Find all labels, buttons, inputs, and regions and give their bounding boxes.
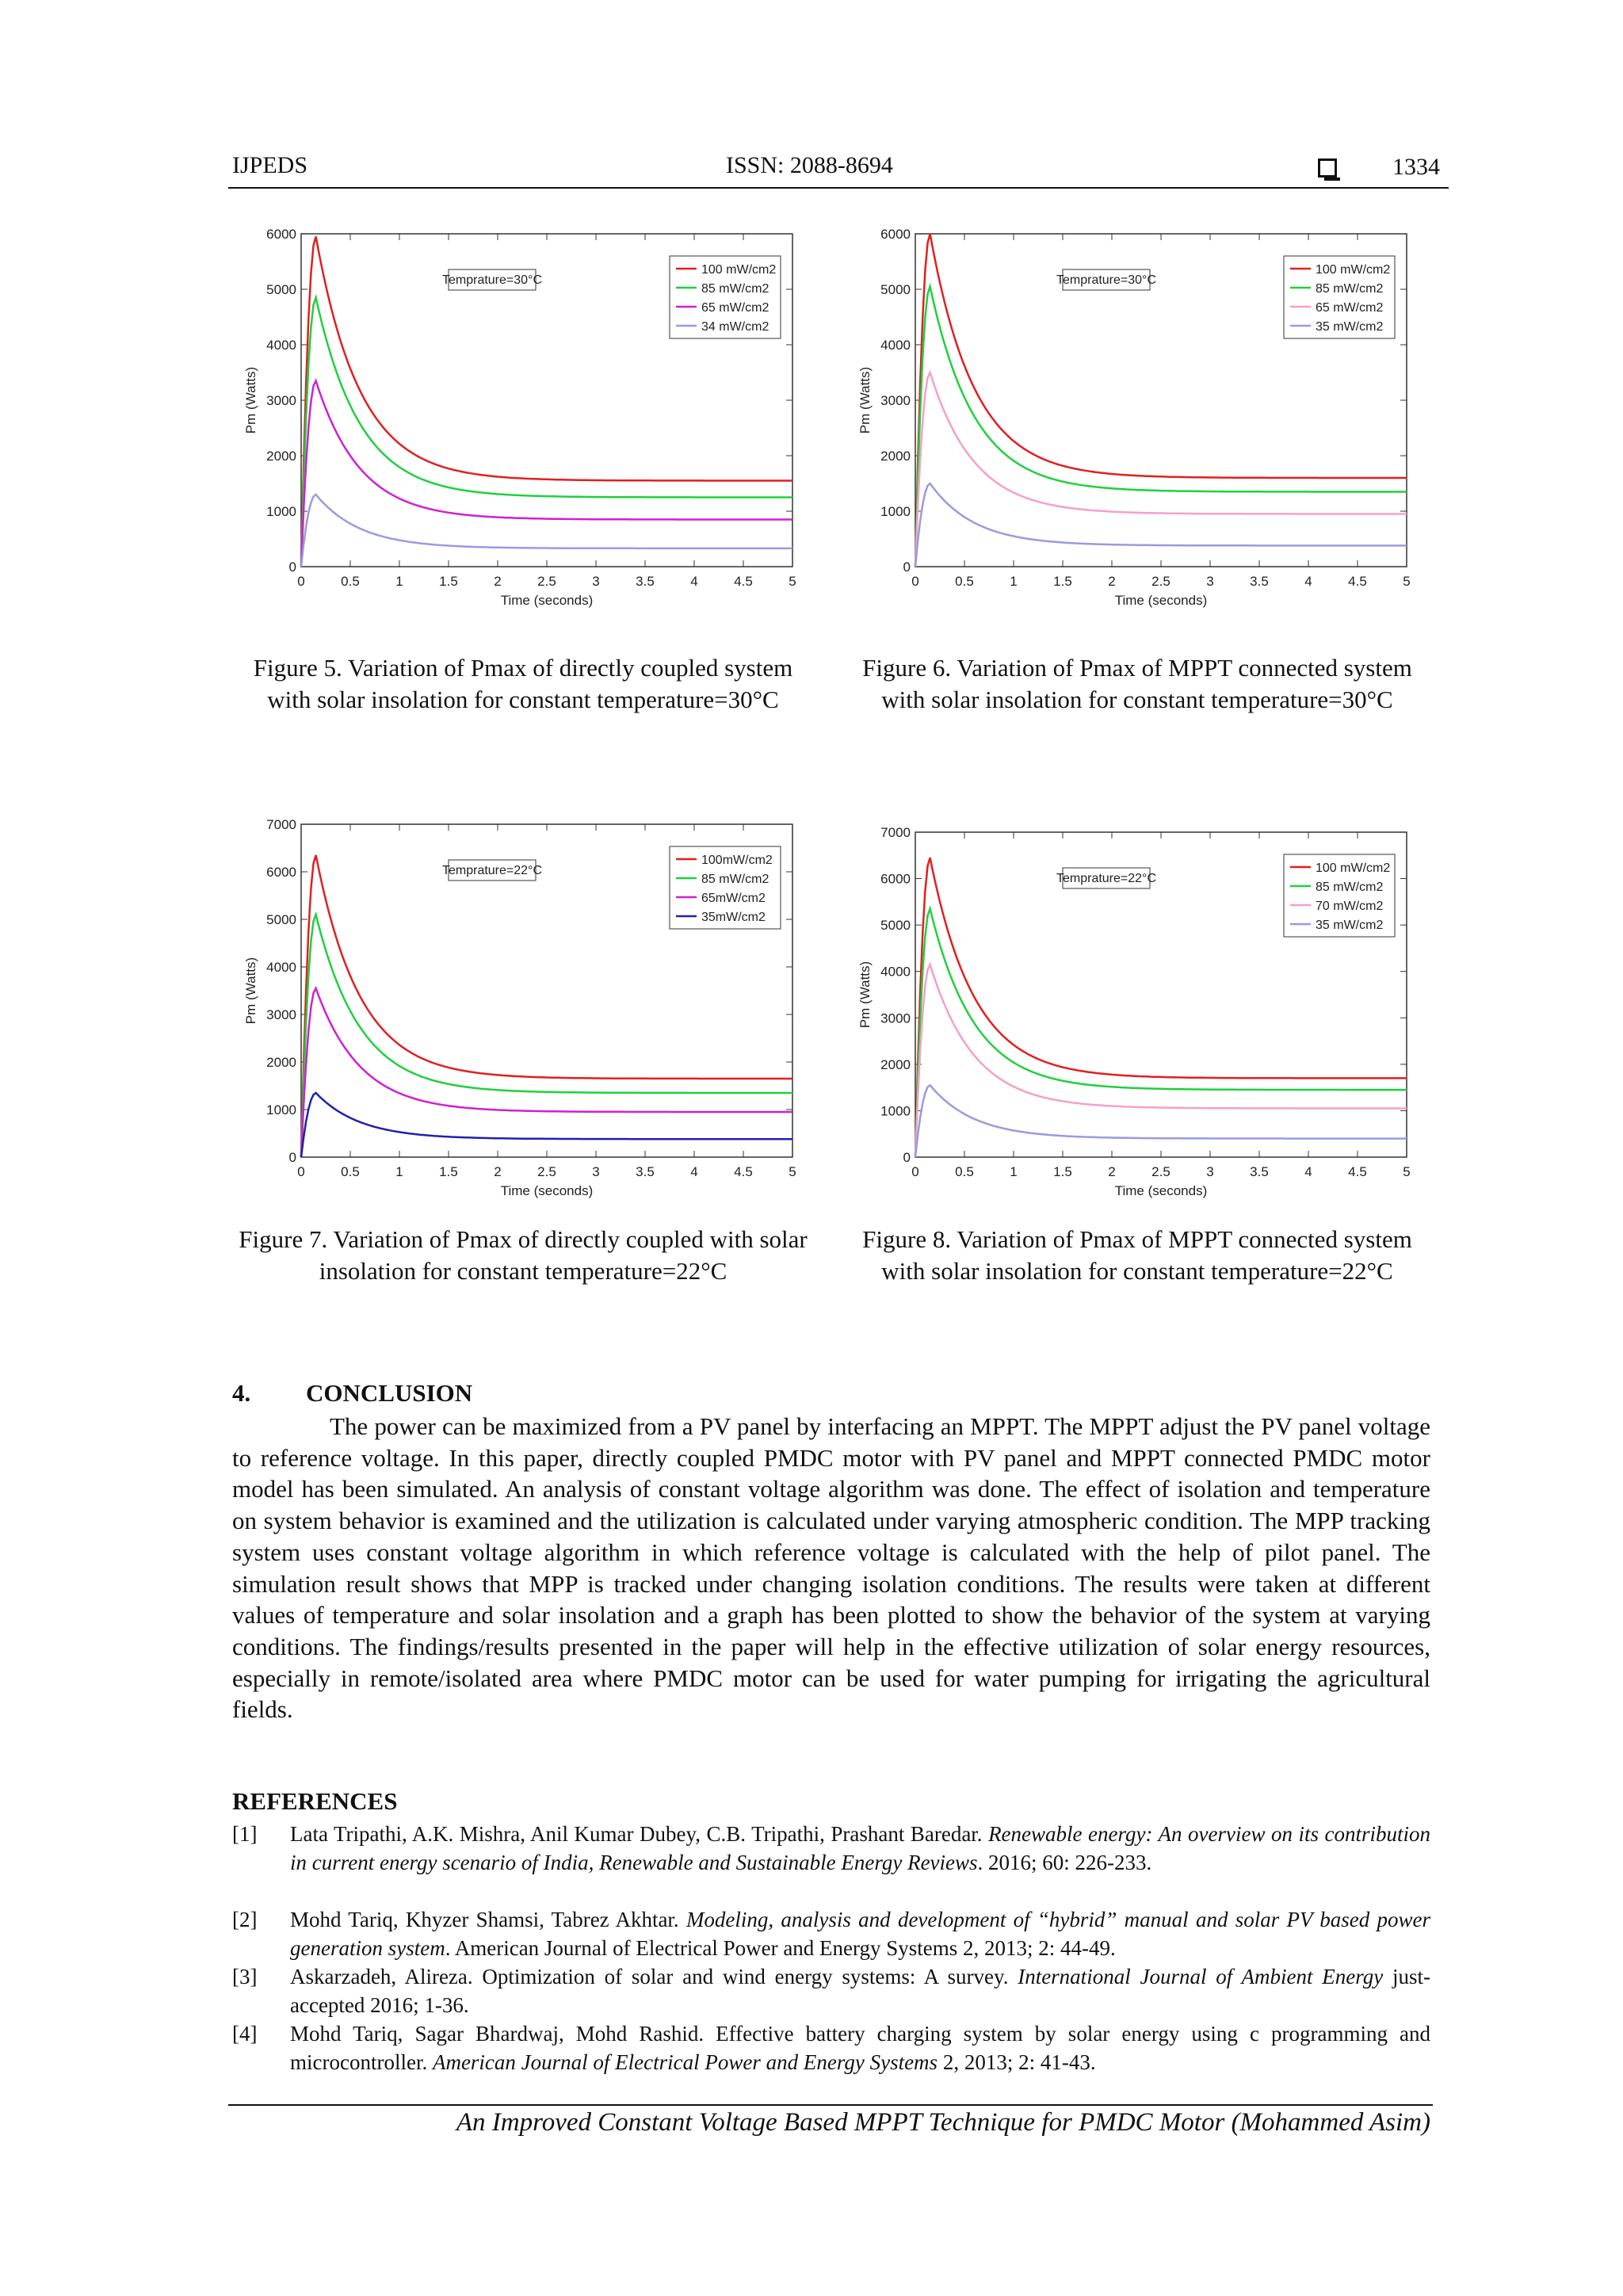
x-axis-label: Time (seconds) [500,1183,594,1198]
reference-details: . American Journal of Electrical Power and Energy Systems 2, 2013; 2: 44-49. [445,1936,1116,1960]
legend-label: 100mW/cm2 [701,854,773,867]
x-tick-label: 5 [789,574,796,589]
legend-label: 65mW/cm2 [701,892,766,905]
annotation-text: Temprature=30°C [1056,273,1157,287]
x-tick-label: 4.5 [1348,1164,1367,1179]
y-tick-label: 2000 [880,1056,911,1072]
x-tick-label: 0.5 [955,1164,974,1179]
x-tick-label: 4 [690,1164,698,1179]
reference-title: Modeling, analysis and development of “hybrid” manual and solar PV based power generation system [290,1908,1430,1960]
figure-6 [852,226,1423,622]
figure-7-chart [238,816,808,1213]
page-number: 1334 [1392,154,1440,180]
legend-label: 35 mW/cm2 [1316,919,1384,932]
annotation-text: Temprature=30°C [441,273,543,287]
x-tick-label: 2.5 [1151,574,1170,589]
journal-name: IJPEDS [232,152,308,178]
x-tick-label: 3 [1206,574,1214,589]
x-tick-label: 2.5 [537,1164,556,1179]
x-tick-label: 1 [395,574,403,589]
reference-number: [4] [232,2022,258,2046]
reference-item [232,1962,1430,2019]
legend-label: 85 mW/cm2 [1316,282,1384,296]
reference-number: [1] [232,1822,258,1846]
x-tick-label: 2.5 [537,574,556,589]
annotation-text: Temprature=22°C [1056,872,1157,885]
x-tick-label: 3.5 [636,574,655,589]
x-tick-label: 3.5 [1250,574,1269,589]
x-tick-label: 4.5 [734,574,753,589]
y-tick-label: 4000 [266,960,296,975]
conclusion-paragraph: The power can be maximized from a PV panel by interfacing an MPPT. The MPPT adjust the PV panel voltage to reference voltage. In this paper, directly coupled PMDC motor with PV panel and MPPT connected PMDC motor model has been simulated. An analysis of constant voltage algorithm was done. The effect of isolation and temperature on system behavior is examined and the utilization is calculated under varying atmospheric condition. The MPP tracking system uses constant voltage algorithm in which reference voltage is calculated with the help of pilot panel. The simulation result shows that MPP is tracked under changing isolation conditions. The results were taken at different values of temperature and solar insolation and a graph has been plotted to show the behavior of the system at varying conditions. The findings/results presented in the paper will help in the effective utilization of solar energy resources, especially in remote/isolated area where PMDC motor can be used for water pumping for irrigating the agricultural fields. [232,1412,1430,1724]
x-tick-label: 2 [1108,574,1116,589]
legend-label: 35 mW/cm2 [1316,320,1384,334]
y-tick-label: 0 [903,1150,911,1165]
y-tick-label: 1000 [266,1102,296,1117]
y-tick-label: 7000 [266,817,296,832]
y-tick-label: 1000 [880,1103,911,1119]
x-tick-label: 1.5 [1053,1164,1072,1179]
y-tick-label: 3000 [266,393,296,408]
reference-number: [3] [232,1965,258,1988]
legend-label: 65 mW/cm2 [1316,301,1384,315]
y-tick-label: 0 [288,560,296,575]
y-tick-label: 3000 [880,393,911,408]
x-tick-label: 0.5 [341,574,360,589]
legend-label: 85 mW/cm2 [1316,881,1384,894]
x-tick-label: 5 [1403,1164,1411,1179]
reference-authors: Askarzadeh, Alireza. Optimization of solar and wind energy systems: A survey. [290,1965,1018,1988]
figure-8 [852,824,1423,1213]
y-axis-label: Pm (Watts) [243,957,258,1025]
x-axis-label: Time (seconds) [1114,593,1208,608]
legend-label: 85 mW/cm2 [701,873,769,886]
legend-label: 35mW/cm2 [701,911,766,924]
legend-label: 65 mW/cm2 [701,301,769,315]
legend-label: 100 mW/cm2 [701,263,777,277]
legend-label: 100 mW/cm2 [1316,263,1391,277]
figure-6-chart [852,226,1423,622]
reference-authors: Lata Tripathi, A.K. Mishra, Anil Kumar Dubey, C.B. Tripathi, Prashant Baredar. [290,1822,989,1846]
figure-8-chart [852,824,1423,1213]
x-axis-label: Time (seconds) [1114,1183,1208,1198]
legend-label: 100 mW/cm2 [1316,861,1391,875]
reference-details: 2, 2013; 2: 41-43. [938,2050,1096,2074]
x-tick-label: 1 [1010,574,1018,589]
x-tick-label: 2 [494,574,502,589]
x-tick-label: 0 [911,574,919,589]
y-tick-label: 6000 [266,227,296,242]
x-tick-label: 1 [395,1164,403,1179]
x-tick-label: 4.5 [734,1164,753,1179]
y-tick-label: 3000 [880,1010,911,1026]
footer-rule [228,2104,1433,2106]
x-tick-label: 0.5 [955,574,974,589]
reference-title: American Journal of Electrical Power and Energy Systems [432,2050,938,2074]
x-tick-label: 0 [297,574,305,589]
x-tick-label: 1 [1010,1164,1018,1179]
x-tick-label: 2 [1108,1164,1116,1179]
x-tick-label: 0 [297,1164,305,1179]
y-tick-label: 2000 [266,1055,296,1070]
section-title: CONCLUSION [306,1379,473,1407]
y-tick-label: 5000 [880,282,911,297]
section-number: 4. [232,1379,251,1407]
square-bullet-icon [1318,159,1337,178]
x-tick-label: 3 [592,1164,600,1179]
reference-item [232,1905,1430,1962]
y-tick-label: 2000 [266,449,296,464]
x-tick-label: 4 [690,574,698,589]
figure-6-caption: Figure 6. Variation of Pmax of MPPT connected system with solar insolation for constant temperature=30°C [862,654,1412,713]
reference-authors: Mohd Tariq, Sagar Bhardwaj, Mohd Rashid. Effective battery charging system by solar energy using c programming and microcontroller. [290,2022,1430,2074]
y-axis-label: Pm (Watts) [243,366,258,434]
footer-title: An Improved Constant Voltage Based MPPT Technique for PMDC Motor (Mohammed Asim) [456,2108,1430,2137]
header-rule [228,187,1449,189]
x-tick-label: 5 [789,1164,796,1179]
x-tick-label: 1.5 [439,574,458,589]
y-tick-label: 6000 [880,227,911,242]
x-tick-label: 3.5 [636,1164,655,1179]
x-tick-label: 3 [592,574,600,589]
y-tick-label: 5000 [266,282,296,297]
reference-authors: Mohd Tariq, Khyzer Shamsi, Tabrez Akhtar. [290,1908,686,1931]
reference-title: Renewable energy: An overview on its contribution in current energy scenario of India, Renewable and Sustainable Energy Reviews [290,1822,1430,1874]
figure-8-caption: Figure 8. Variation of Pmax of MPPT connected system with solar insolation for constant temperature=22°C [862,1225,1412,1285]
y-tick-label: 1000 [880,504,911,519]
x-tick-label: 1.5 [439,1164,458,1179]
y-tick-label: 4000 [880,964,911,980]
y-tick-label: 7000 [880,825,911,840]
y-axis-label: Pm (Watts) [857,961,873,1029]
issn: ISSN: 2088-8694 [726,152,893,178]
figure-7 [238,816,808,1213]
reference-title: International Journal of Ambient Energy [1018,1965,1384,1988]
figure-5-chart [238,226,808,622]
reference-number: [2] [232,1908,258,1931]
x-tick-label: 5 [1403,574,1411,589]
reference-details: just-accepted 2016; 1-36. [290,1965,1430,2017]
x-tick-label: 1.5 [1053,574,1072,589]
y-tick-label: 3000 [266,1007,296,1022]
figure-5-caption: Figure 5. Variation of Pmax of directly coupled system with solar insolation for constant temperature=30°C [253,654,793,713]
reference-details: . 2016; 60: 226-233. [977,1851,1152,1874]
x-tick-label: 3 [1206,1164,1214,1179]
y-tick-label: 4000 [880,338,911,353]
legend-label: 85 mW/cm2 [701,282,769,296]
x-tick-label: 3.5 [1250,1164,1269,1179]
y-axis-label: Pm (Watts) [857,366,873,434]
y-tick-label: 6000 [266,865,296,880]
y-tick-label: 1000 [266,504,296,519]
y-tick-label: 2000 [880,449,911,464]
y-tick-label: 4000 [266,338,296,353]
legend-label: 34 mW/cm2 [701,320,769,334]
annotation-text: Temprature=22°C [441,864,543,877]
references-heading: REFERENCES [232,1787,398,1815]
reference-item [232,2019,1430,2076]
x-tick-label: 2 [494,1164,502,1179]
figure-7-caption: Figure 7. Variation of Pmax of directly coupled with solar insolation for constant temperature=22°C [239,1225,808,1285]
y-tick-label: 5000 [266,912,296,927]
x-tick-label: 4 [1304,574,1312,589]
x-tick-label: 2.5 [1151,1164,1170,1179]
x-axis-label: Time (seconds) [500,593,594,608]
y-tick-label: 5000 [880,918,911,934]
legend-label: 70 mW/cm2 [1316,900,1384,913]
x-tick-label: 0.5 [341,1164,360,1179]
x-tick-label: 4 [1304,1164,1312,1179]
x-tick-label: 0 [911,1164,919,1179]
y-tick-label: 0 [903,560,911,575]
figure-5 [238,226,808,622]
reference-item [232,1820,1430,1877]
y-tick-label: 0 [288,1150,296,1165]
y-tick-label: 6000 [880,871,911,887]
x-tick-label: 4.5 [1348,574,1367,589]
